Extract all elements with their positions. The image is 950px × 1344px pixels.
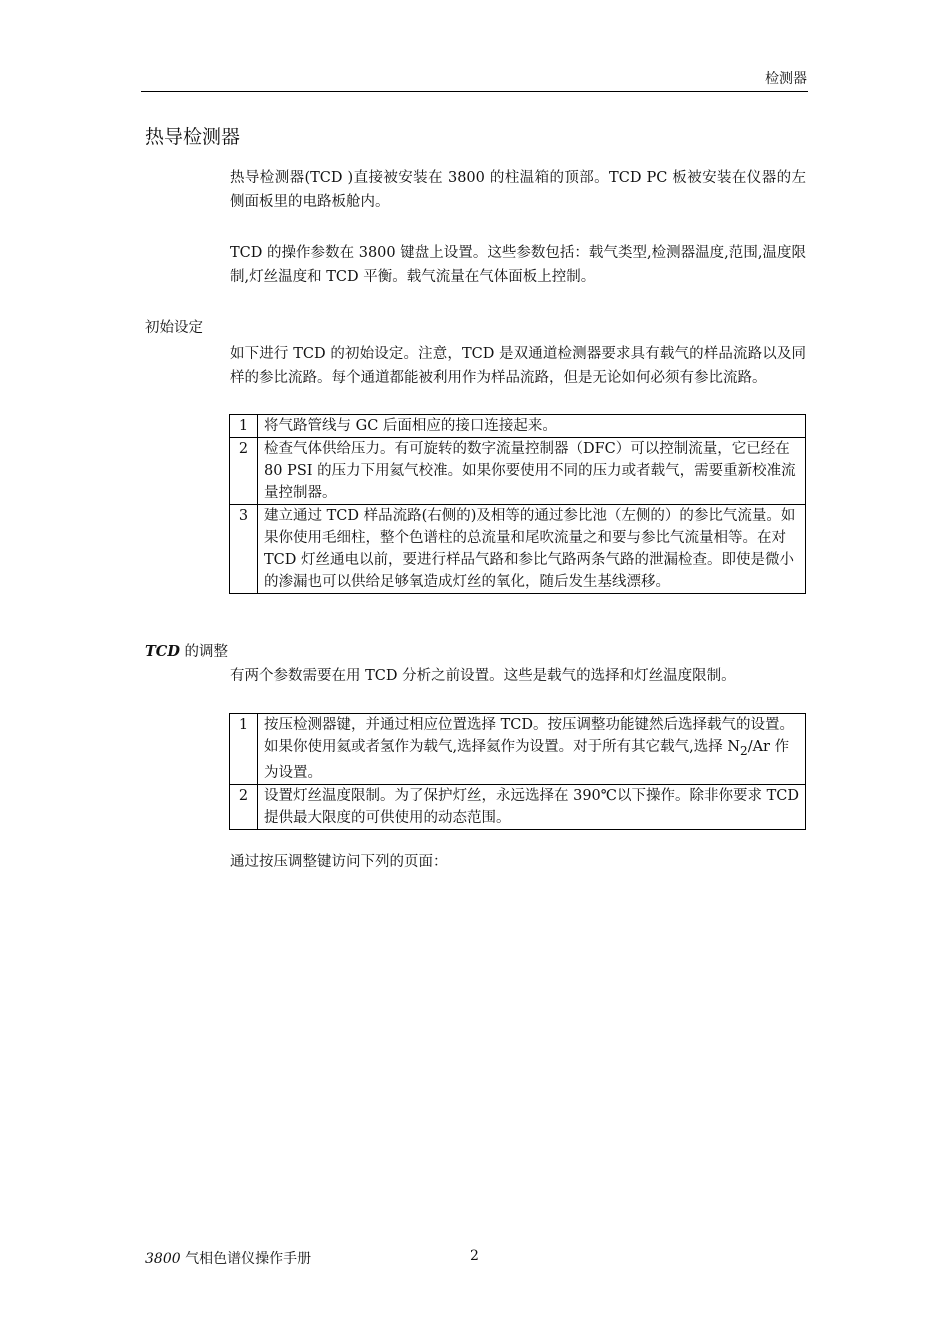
footer-manual: 气相色谱仪操作手册 <box>180 1251 312 1267</box>
table-row <box>230 438 806 505</box>
step-text: 将气路管线与 GC 后面相应的接口连接起来。 <box>258 415 806 438</box>
tcd-adjust-outro: 通过按压调整键访问下列的页面： <box>230 854 448 870</box>
footer-title <box>145 1248 311 1268</box>
table-row <box>230 714 806 785</box>
step-text: 设置灯丝温度限制。为了保护灯丝，永远选择在 390℃以下操作。除非你要求 TCD 提供最大限度的可供使用的动态范围。 <box>258 784 806 829</box>
step-text: 检查气体供给压力。有可旋转的数字流量控制器（DFC）可以控制流量，它已经在 80 PSI 的压力下用氦气校准。如果你要使用不同的压力或者载气，需要重新校准流量控制器。 <box>258 438 806 505</box>
subscript: 2 <box>740 743 748 758</box>
step-number: 2 <box>230 784 258 829</box>
step-text <box>258 714 806 785</box>
running-header: 检测器 <box>765 71 807 87</box>
step-number: 3 <box>230 505 258 594</box>
step-text-part: /Ar 作为设置。 <box>264 739 790 781</box>
step-text-part: 按压检测器键，并通过相应位置选择 TCD。按压调整功能键然后选择载气的设置。如果你使用氦或者氢作为载气,选择氦作为设置。对于所有其它载气,选择 N <box>264 717 794 755</box>
initial-setup-steps-table <box>229 414 806 594</box>
page-title: 热导检测器 <box>145 126 241 148</box>
table-row <box>230 784 806 829</box>
step-number: 1 <box>230 415 258 438</box>
table-row <box>230 505 806 594</box>
heading-emphasis: TCD <box>145 643 180 660</box>
tcd-adjust-paragraph: 有两个参数需要在用 TCD 分析之前设置。这些是载气的选择和灯丝温度限制。 <box>230 668 736 684</box>
page-number: 2 <box>470 1248 479 1264</box>
initial-setup-paragraph: 如下进行 TCD 的初始设定。注意，TCD 是双通道检测器要求具有载气的样品流路以及同样的参比流路。每个通道都能被利用作为样品流路，但是无论如何必须有参比流路。 <box>230 346 806 386</box>
table-row <box>230 415 806 438</box>
tcd-adjust-steps-table <box>229 713 806 830</box>
header-rule <box>141 91 808 92</box>
intro-paragraph-2: TCD 的操作参数在 3800 键盘上设置。这些参数包括：载气类型,检测器温度,范围,温度限制,灯丝温度和 TCD 平衡。载气流量在气体面板上控制。 <box>230 245 806 285</box>
step-number: 2 <box>230 438 258 505</box>
step-text: 建立通过 TCD 样品流路(右侧的)及相等的通过参比池（左侧的）的参比气流量。如果你使用毛细柱，整个色谱柱的总流量和尾吹流量之和要与参比气流量相等。在对 TCD 灯丝通电以前，要进行样品气路和参比气路两条气路的泄漏检查。即使是微小的渗漏也可以供给足够氧造成灯丝的氧化，随后发生基线漂移。 <box>258 505 806 594</box>
section-heading-initial-setup: 初始设定 <box>145 320 203 336</box>
step-number: 1 <box>230 714 258 785</box>
intro-paragraph-1: 热导检测器(TCD )直接被安装在 3800 的柱温箱的顶部。TCD PC 板被安装在仪器的左侧面板里的电路板舱内。 <box>230 170 806 210</box>
section-heading-tcd-adjust <box>145 640 228 661</box>
heading-rest: 的调整 <box>179 644 229 660</box>
footer-model: 3800 <box>145 1251 181 1267</box>
